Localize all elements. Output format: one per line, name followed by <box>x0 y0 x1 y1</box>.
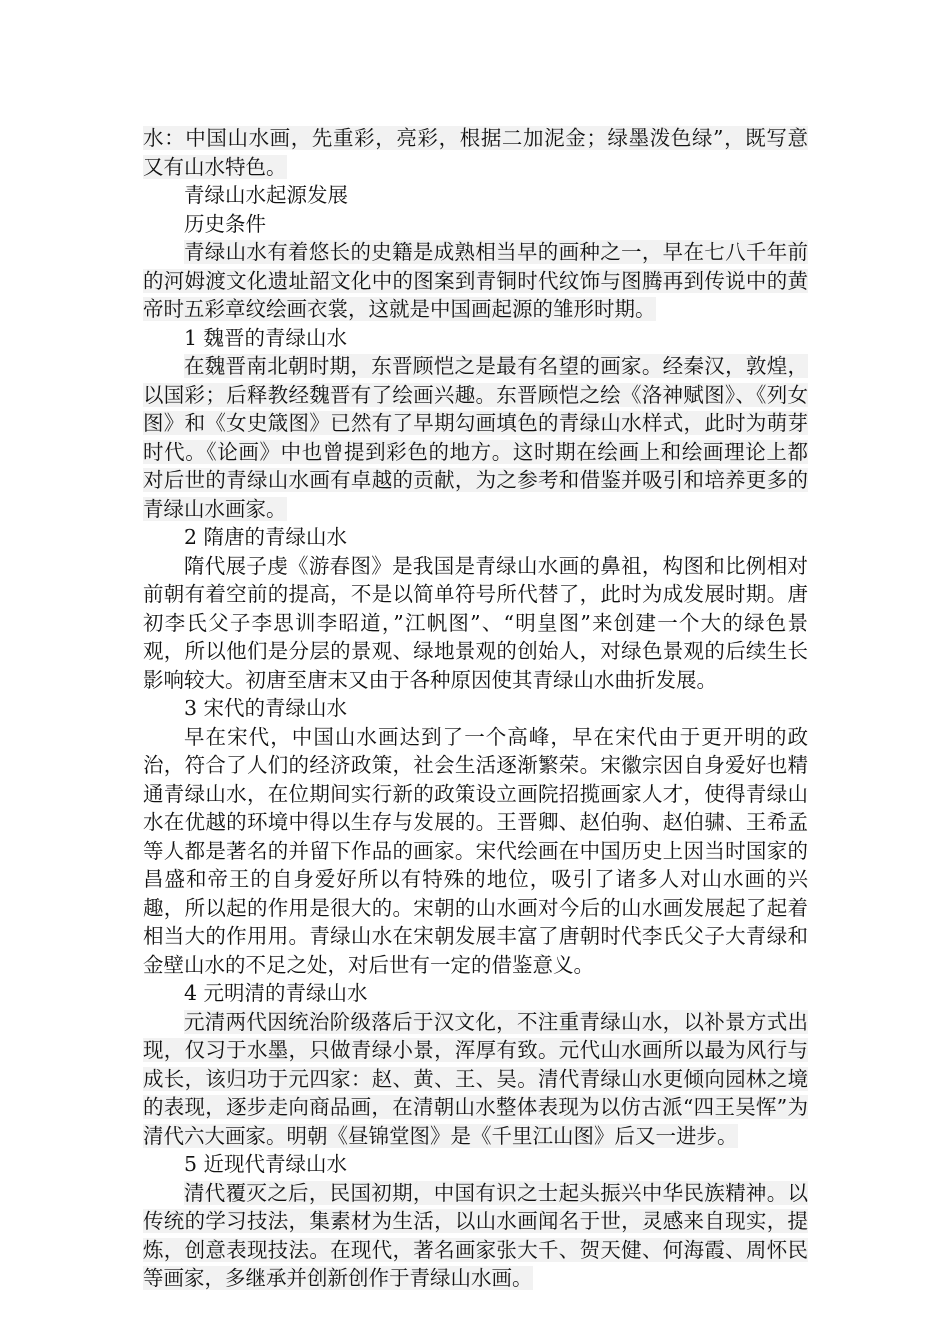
paragraph-sui-tang: 隋代展子虔《游春图》是我国是青绿山水画的鼻祖，构图和比例相对前朝有着空前的提高，不是以简单符号所代替了，此时为成发展时期。唐初李氏父子李思训李昭道，”江帆图”、“明皇图”来创建一个大的绿色景观，所以他们是分层的景观、绿地景观的创始人，对绿色景观的后续生长影响较大。初唐至唐末又由于各种原因使其青绿山水曲折发展。 <box>143 553 808 692</box>
paragraph-song: 早在宋代，中国山水画达到了一个高峰，早在宋代由于更开明的政治，符合了人们的经济政策，社会生活逐渐繁荣。宋徽宗因自身爱好也精通青绿山水，在位期间实行新的政策设立画院招揽画家人才，使得青绿山水在优越的环境中得以生存与发展的。王晋卿、赵伯驹、赵伯骕、王希孟等人都是著名的并留下作品的画家。宋代绘画在中国历史上因当时国家的昌盛和帝王的自身爱好所以有特殊的地位，吸引了诸多人对山水画的兴趣，所以起的作用是很大的。宋朝的山水画对今后的山水画发展起了起着相当大的作用用。青绿山水在宋朝发展丰富了唐朝时代李氏父子大青绿和金壁山水的不足之处，对后世有一定的借鉴意义。 <box>143 724 808 977</box>
heading-wei-jin: 1 魏晋的青绿山水 <box>184 325 348 350</box>
paragraph-continued: 水：中国山水画，先重彩，亮彩，根据二加泥金；绿墨泼色绿”，既写意又有山水特色。 <box>143 126 808 179</box>
subheading-history: 历史条件 <box>184 211 266 236</box>
paragraph-history: 青绿山水有着悠长的史籍是成熟相当早的画种之一，早在七八千年前的河姆渡文化遗址韶文化中的图案到青铜时代纹饰与图腾再到传说中的黄帝时五彩章纹绘画衣裳，这就是中国画起源的雏形时期。 <box>143 240 808 321</box>
heading-modern: 5 近现代青绿山水 <box>184 1152 348 1176</box>
heading-song: 3 宋代的青绿山水 <box>184 696 348 720</box>
document-body <box>143 124 808 1293</box>
heading-sui-tang: 2 隋唐的青绿山水 <box>184 525 348 549</box>
paragraph-modern: 清代覆灭之后，民国初期，中国有识之士起头振兴中华民族精神。以传统的学习技法，集素材为生活，以山水画闻名于世，灵感来自现实，提炼，创意表现技法。在现代，著名画家张大千、贺天健、何海霞、周怀民等画家，多继承并创新创作于青绿山水画。 <box>143 1180 808 1290</box>
heading-yuan-ming-qing: 4 元明清的青绿山水 <box>184 981 368 1005</box>
section-heading-origin: 青绿山水起源发展 <box>184 183 348 207</box>
paragraph-yuan-ming-qing: 元清两代因统治阶级落后于汉文化，不注重青绿山水，以补景方式出现，仅习于水墨，只做青绿小景，浑厚有致。元代山水画所以最为风行与成长，该归功于元四家：赵、黄、王、吴。清代青绿山水更倾向园林之境的表现，逐步走向商品画，在清朝山水整体表现为以仿古派“四王吴恽”为清代六大画家。明朝《昼锦堂图》是《千里江山图》后又一进步。 <box>143 1009 808 1148</box>
paragraph-wei-jin: 在魏晋南北朝时期，东晋顾恺之是最有名望的画家。经秦汉，敦煌，以国彩；后释教经魏晋有了绘画兴趣。东晋顾恺之绘《洛神赋图》、《列女图》和《女史箴图》已然有了早期勾画填色的青绿山水样式，此时为萌芽时代。《论画》中也曾提到彩色的地方。这时期在绘画上和绘画理论上都对后世的青绿山水画有卓越的贡献，为之参考和借鉴并吸引和培养更多的青绿山水画家。 <box>143 354 808 521</box>
